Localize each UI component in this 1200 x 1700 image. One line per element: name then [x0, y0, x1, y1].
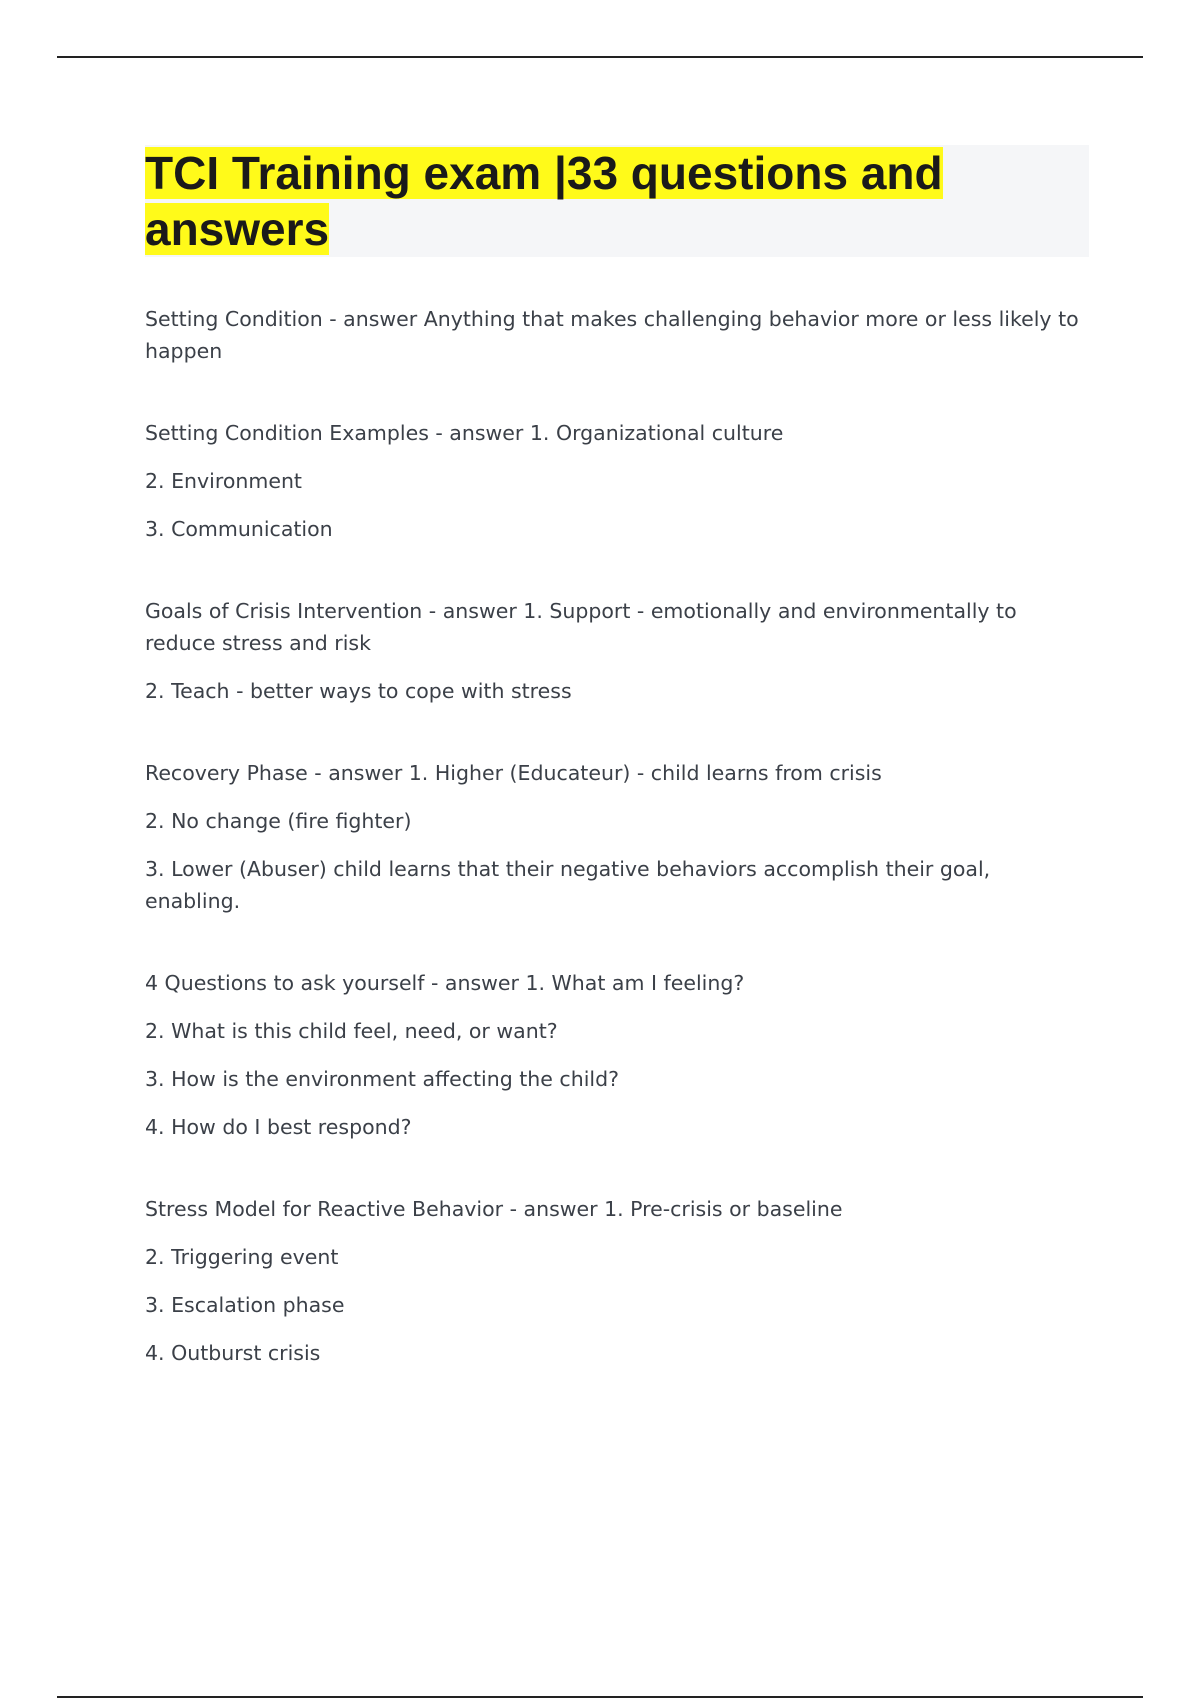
qa-line: 2. Environment [145, 469, 302, 493]
qa-line: 2. Triggering event [145, 1245, 339, 1269]
qa-line: 2. What is this child feel, need, or want? [145, 1019, 558, 1043]
qa-item [145, 757, 1089, 917]
qa-item [145, 595, 1089, 707]
qa-line: 3. Lower (Abuser) child learns that their negative behaviors accomplish their goal, enabling. [145, 857, 991, 913]
title-highlight: TCI Training exam |33 questions and answers [145, 147, 943, 255]
page-footer-rule [57, 1696, 1143, 1698]
qa-line: Recovery Phase - answer 1. Higher (Educateur) - child learns from crisis [145, 761, 882, 785]
page-header-rule [57, 56, 1143, 58]
qa-line: 4 Questions to ask yourself - answer 1. What am I feeling? [145, 971, 745, 995]
qa-line: 3. Escalation phase [145, 1293, 345, 1317]
qa-item [145, 1193, 1089, 1369]
qa-line: 2. No change (fire fighter) [145, 809, 412, 833]
qa-line: 3. How is the environment affecting the child? [145, 1067, 619, 1091]
qa-line: Stress Model for Reactive Behavior - answer 1. Pre-crisis or baseline [145, 1197, 843, 1221]
qa-line: 2. Teach - better ways to cope with stress [145, 679, 572, 703]
qa-line: 4. Outburst crisis [145, 1341, 321, 1365]
qa-item [145, 303, 1089, 367]
qa-item [145, 967, 1089, 1143]
title-block [145, 145, 1089, 257]
qa-line: Goals of Crisis Intervention - answer 1. Support - emotionally and environmentally to reduce stress and risk [145, 599, 1017, 655]
qa-line: Setting Condition - answer Anything that makes challenging behavior more or less likely to happen [145, 307, 1079, 363]
document-body [145, 145, 1089, 1419]
document-title [145, 145, 1089, 257]
qa-line: Setting Condition Examples - answer 1. Organizational culture [145, 421, 784, 445]
qa-line: 3. Communication [145, 517, 333, 541]
qa-item [145, 417, 1089, 545]
qa-line: 4. How do I best respond? [145, 1115, 412, 1139]
